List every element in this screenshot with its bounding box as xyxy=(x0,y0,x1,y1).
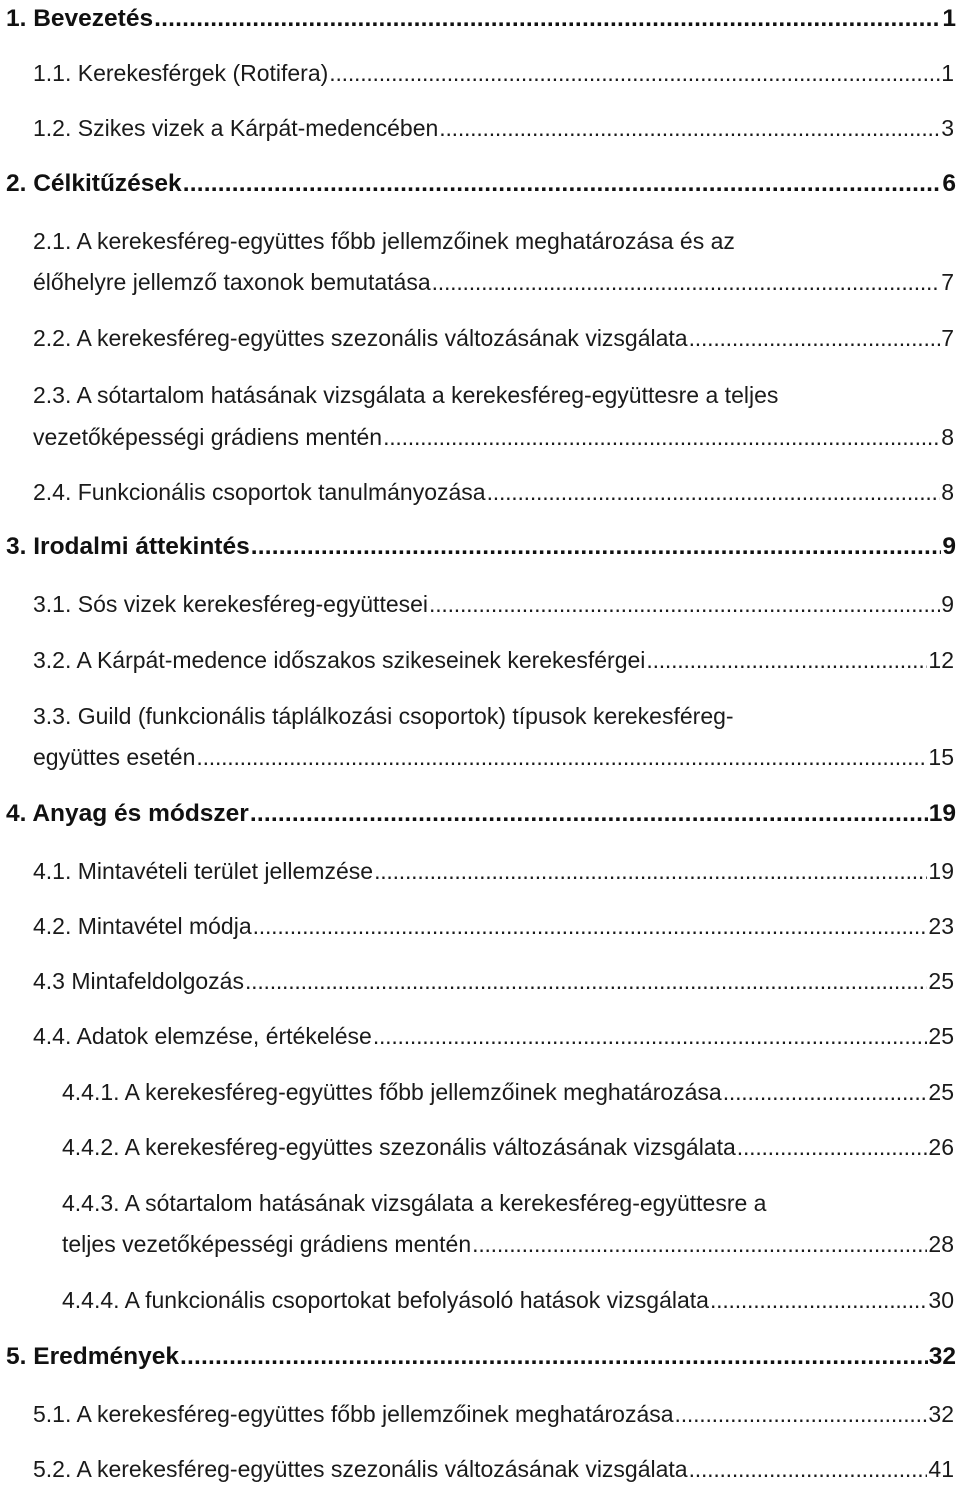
toc-entry-title: 3.2. A Kárpát-medence időszakos szikeseinek kerekesférgei xyxy=(33,647,646,673)
toc-entry-title: 4.1. Mintavételi terület jellemzése xyxy=(33,858,374,884)
toc-entry[interactable] xyxy=(33,964,954,998)
toc-entry-page: 8 xyxy=(941,424,954,450)
toc-entry-page: 7 xyxy=(941,325,954,351)
toc-leader-dots xyxy=(374,854,927,888)
toc-entry[interactable] xyxy=(33,1019,954,1053)
toc-leader-dots xyxy=(689,1452,928,1486)
toc-entry-title: 3. Irodalmi áttekintés xyxy=(6,533,250,560)
toc-entry-title: 4.2. Mintavétel módja xyxy=(33,913,252,939)
toc-leader-dots xyxy=(196,740,927,774)
toc-leader-dots xyxy=(689,321,941,355)
toc-leader-dots xyxy=(383,420,940,454)
toc-leader-dots xyxy=(180,1340,928,1374)
toc-leader-dots xyxy=(250,797,928,831)
toc-leader-dots xyxy=(472,1227,927,1261)
toc-entry-page: 19 xyxy=(928,858,954,884)
toc-leader-dots xyxy=(710,1283,927,1317)
toc-entry-title: 1.2. Szikes vizek a Kárpát-medencében xyxy=(33,115,439,141)
toc-entry-title: 2. Célkitűzések xyxy=(6,170,182,197)
toc-entry[interactable] xyxy=(6,2,956,36)
toc-leader-dots xyxy=(373,1019,928,1053)
toc-entry[interactable] xyxy=(33,740,954,774)
toc-entry[interactable] xyxy=(6,1340,956,1374)
toc-entry[interactable] xyxy=(33,56,954,90)
toc-leader-dots xyxy=(439,111,940,145)
toc-entry-title: 4.4.4. A funkcionális csoportokat befolyásoló hatások vizsgálata xyxy=(62,1287,709,1313)
toc-entry[interactable] xyxy=(6,167,956,201)
toc-entry-page: 6 xyxy=(942,170,956,197)
toc-entry-page: 12 xyxy=(928,647,954,673)
toc-entry[interactable] xyxy=(33,643,954,677)
toc-entry-title: vezetőképességi grádiens mentén xyxy=(33,424,383,450)
toc-entry-title: 2.4. Funkcionális csoportok tanulmányozása xyxy=(33,479,486,505)
toc-leader-dots xyxy=(251,530,942,564)
toc-entry-title-line1: 4.4.3. A sótartalom hatásának vizsgálata a kerekesféreg-együttesre a xyxy=(62,1190,767,1216)
toc-entry[interactable] xyxy=(33,909,954,943)
toc-leader-dots xyxy=(432,265,941,299)
toc-entry-title: együttes esetén xyxy=(33,744,196,770)
toc-entry-page: 9 xyxy=(941,591,954,617)
toc-leader-dots xyxy=(723,1075,928,1109)
toc-entry[interactable] xyxy=(33,321,954,355)
toc-leader-dots xyxy=(675,1397,928,1431)
toc-entry-page: 30 xyxy=(928,1287,954,1313)
toc-entry[interactable] xyxy=(33,265,954,299)
toc-entry-page: 32 xyxy=(928,1401,954,1427)
toc-entry[interactable] xyxy=(33,587,954,621)
toc-entry-page: 25 xyxy=(928,1079,954,1105)
toc-entry-page: 7 xyxy=(941,269,954,295)
toc-entry-page: 8 xyxy=(941,479,954,505)
toc-entry[interactable] xyxy=(62,1075,954,1109)
toc-leader-dots xyxy=(429,587,940,621)
toc-entry-page: 32 xyxy=(928,1343,956,1370)
toc-entry-page: 3 xyxy=(941,115,954,141)
toc-entry[interactable] xyxy=(33,1397,954,1431)
toc-entry-title: 5. Eredmények xyxy=(6,1343,179,1370)
toc-entry[interactable] xyxy=(62,1227,954,1261)
toc-entry-title: 2.2. A kerekesféreg-együttes szezonális változásának vizsgálata xyxy=(33,325,688,351)
toc-entry-page: 25 xyxy=(928,1023,954,1049)
toc-leader-dots xyxy=(487,475,941,509)
toc-entry-page: 28 xyxy=(928,1231,954,1257)
toc-entry[interactable] xyxy=(62,1130,954,1164)
toc-entry-title: 4.4. Adatok elemzése, értékelése xyxy=(33,1023,372,1049)
toc-entry-title: 5.2. A kerekesféreg-együttes szezonális változásának vizsgálata xyxy=(33,1456,688,1482)
toc-entry-page: 25 xyxy=(928,968,954,994)
toc-entry[interactable] xyxy=(6,530,956,564)
toc-entry-page: 1 xyxy=(942,5,956,32)
toc-entry-title: 4.4.1. A kerekesféreg-együttes főbb jellemzőinek meghatározása xyxy=(62,1079,722,1105)
toc-entry-page: 9 xyxy=(942,533,956,560)
toc-entry-page: 26 xyxy=(928,1134,954,1160)
toc-entry-title: 5.1. A kerekesféreg-együttes főbb jellemzőinek meghatározása xyxy=(33,1401,674,1427)
toc-entry-title: 1. Bevezetés xyxy=(6,5,154,32)
toc-entry-title-line1: 2.3. A sótartalom hatásának vizsgálata a kerekesféreg-együttesre a teljes xyxy=(33,382,779,408)
toc-entry-page: 19 xyxy=(928,800,956,827)
toc-leader-dots xyxy=(329,56,940,90)
toc-leader-dots xyxy=(245,964,927,998)
toc-entry-page: 1 xyxy=(941,60,954,86)
toc-entry-title-line1: 2.1. A kerekesféreg-együttes főbb jellemzőinek meghatározása és az xyxy=(33,228,735,254)
toc-entry-title: élőhelyre jellemző taxonok bemutatása xyxy=(33,269,431,295)
toc-entry-title: teljes vezetőképességi grádiens mentén xyxy=(62,1231,472,1257)
toc-entry-title-line1: 3.3. Guild (funkcionális táplálkozási csoportok) típusok kerekesféreg- xyxy=(33,703,734,729)
toc-leader-dots xyxy=(737,1130,928,1164)
toc-entry-title: 4. Anyag és módszer xyxy=(6,800,249,827)
toc-entry-page: 41 xyxy=(928,1456,954,1482)
toc-entry[interactable] xyxy=(33,475,954,509)
toc-entry[interactable] xyxy=(33,111,954,145)
toc-entry-title: 4.4.2. A kerekesféreg-együttes szezonális változásának vizsgálata xyxy=(62,1134,736,1160)
toc-entry[interactable] xyxy=(33,854,954,888)
toc-entry[interactable] xyxy=(6,797,956,831)
toc-entry-title: 1.1. Kerekesférgek (Rotifera) xyxy=(33,60,329,86)
toc-entry[interactable] xyxy=(33,420,954,454)
toc-entry-page: 15 xyxy=(928,744,954,770)
toc-entry-title: 4.3 Mintafeldolgozás xyxy=(33,968,244,994)
toc-leader-dots xyxy=(154,2,941,36)
toc-entry-title: 3.1. Sós vizek kerekesféreg-együttesei xyxy=(33,591,429,617)
toc-entry[interactable] xyxy=(33,1452,954,1486)
toc-leader-dots xyxy=(646,643,927,677)
toc-entry-page: 23 xyxy=(928,913,954,939)
toc-leader-dots xyxy=(253,909,928,943)
toc-entry[interactable] xyxy=(62,1283,954,1317)
toc-leader-dots xyxy=(183,167,942,201)
